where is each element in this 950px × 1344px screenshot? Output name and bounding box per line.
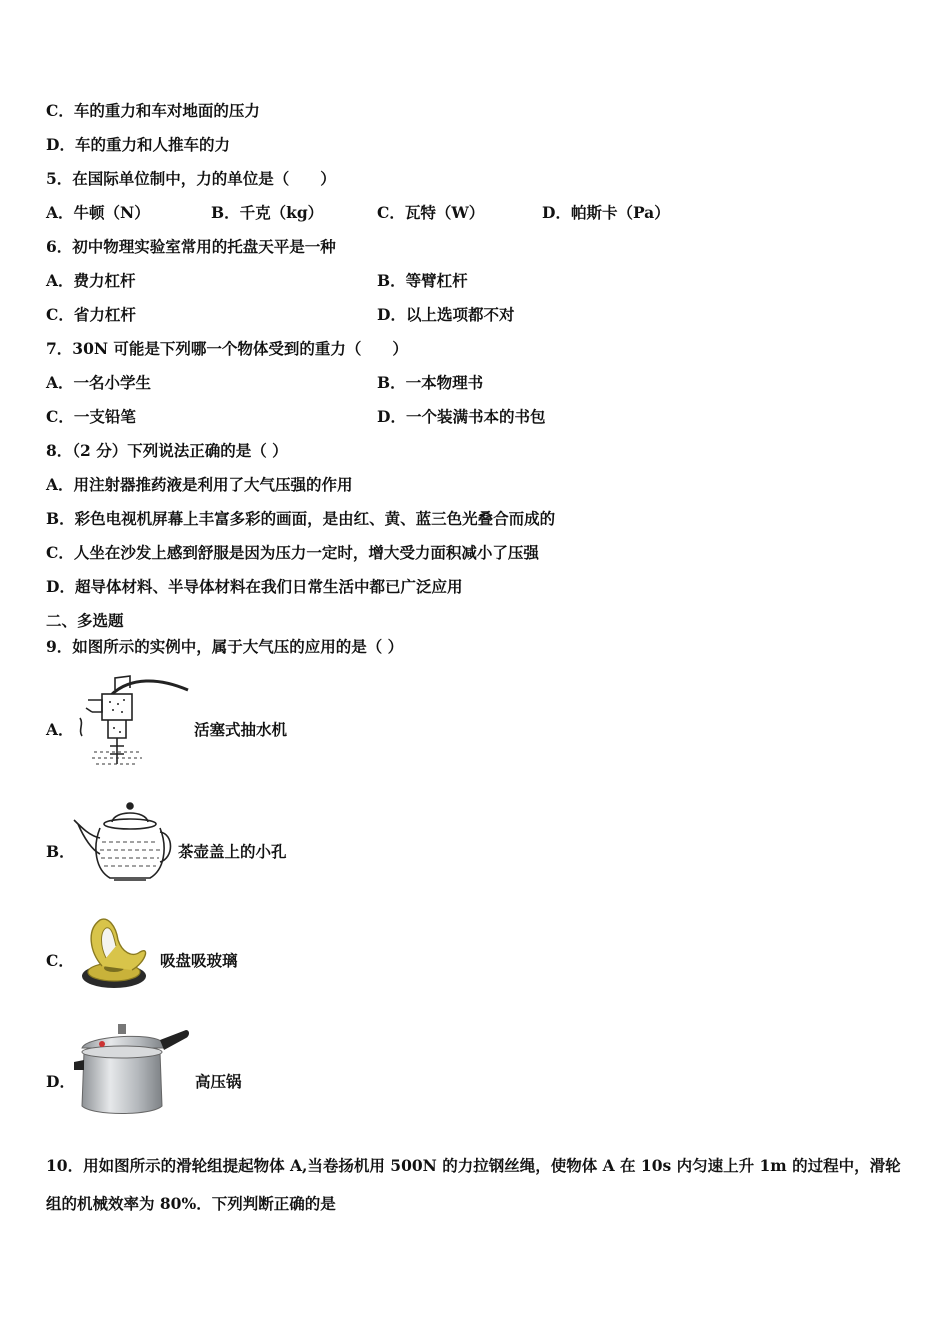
q8-option-d: D．超导体材料、半导体材料在我们日常生活中都已广泛应用 <box>46 577 463 596</box>
q9-option-b-caption: 茶壶盖上的小孔 <box>178 842 287 861</box>
q10-stem: 10．用如图所示的滑轮组提起物体 A,当卷扬机用 500N 的力拉钢丝绳，使物体 A 在 10s 内匀速上升 1m 的过程中，滑轮组的机械效率为 80%．下列判断正确的是 <box>46 1156 901 1213</box>
suction-cup-icon <box>74 912 154 994</box>
q9-option-c-caption: 吸盘吸玻璃 <box>160 951 238 970</box>
q4-option-d: D．车的重力和人推车的力 <box>46 135 230 154</box>
pressure-cooker-icon <box>72 1022 192 1118</box>
q9-option-a-caption: 活塞式抽水机 <box>194 720 288 739</box>
q8-stem: 8．（2 分）下列说法正确的是（ ） <box>46 441 288 460</box>
q7-stem: 7．30N 可能是下列哪一个物体受到的重力（ ） <box>46 339 408 358</box>
q5-option-a: A．牛顿（N） <box>46 203 150 222</box>
q4-option-c: C．车的重力和车对地面的压力 <box>46 101 260 120</box>
q8-option-c: C．人坐在沙发上感到舒服是因为压力一定时，增大受力面积减小了压强 <box>46 543 539 562</box>
q7-option-d: D．一个装满书本的书包 <box>377 407 546 426</box>
q9-option-c-letter: C． <box>46 951 74 970</box>
q9-stem: 9．如图所示的实例中，属于大气压的应用的是（ ） <box>46 637 404 656</box>
q9-option-d-letter: D． <box>46 1072 75 1091</box>
q6-option-c: C．省力杠杆 <box>46 305 136 324</box>
q6-option-a: A．费力杠杆 <box>46 271 136 290</box>
q9-option-a-letter: A． <box>46 720 74 739</box>
q6-option-d: D．以上选项都不对 <box>377 305 515 324</box>
q6-stem: 6．初中物理实验室常用的托盘天平是一种 <box>46 237 336 256</box>
q7-option-b: B．一本物理书 <box>377 373 484 392</box>
q6-option-b: B．等臂杠杆 <box>377 271 468 290</box>
q5-option-d: D．帕斯卡（Pa） <box>542 203 670 222</box>
q8-option-b: B．彩色电视机屏幕上丰富多彩的画面，是由红、黄、蓝三色光叠合而成的 <box>46 509 556 528</box>
q5-stem: 5．在国际单位制中，力的单位是（ ） <box>46 169 336 188</box>
section-heading-multiple-choice: 二、多选题 <box>46 611 124 630</box>
q9-option-b-letter: B． <box>46 842 75 861</box>
piston-pump-icon <box>70 668 190 768</box>
q8-option-a: A．用注射器推药液是利用了大气压强的作用 <box>46 475 353 494</box>
q5-option-c: C．瓦特（W） <box>377 203 485 222</box>
q7-option-c: C．一支铅笔 <box>46 407 136 426</box>
q7-option-a: A．一名小学生 <box>46 373 152 392</box>
teapot-icon <box>70 798 178 888</box>
q5-option-b: B．千克（kg） <box>211 203 324 222</box>
q9-option-d-caption: 高压锅 <box>195 1072 242 1091</box>
